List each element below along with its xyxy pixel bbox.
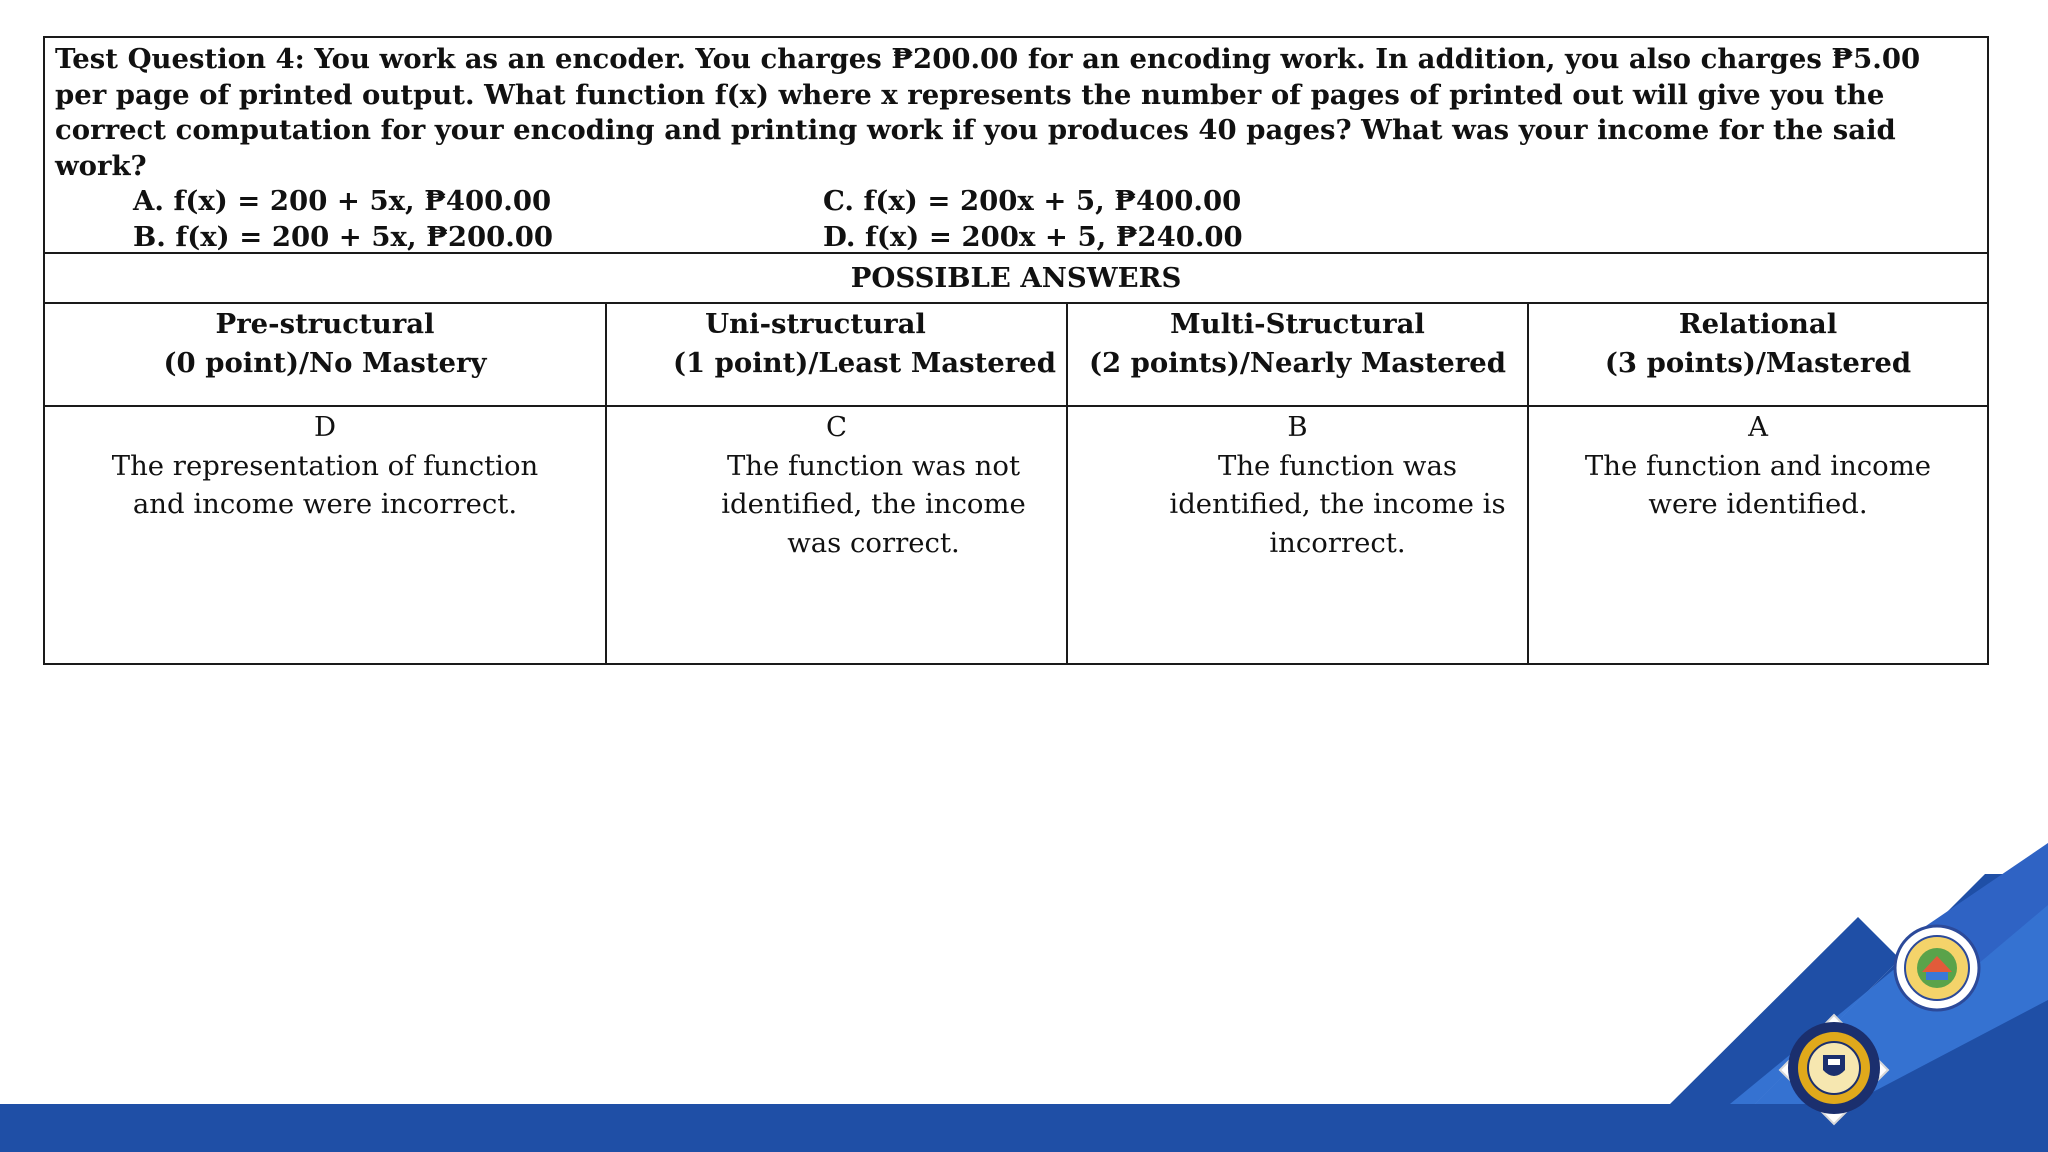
answer-description: The function was identified, the income is incorrect.	[1169, 449, 1506, 559]
rubric-cell-prestructural	[45, 407, 607, 663]
answer-letter: B	[1287, 411, 1308, 443]
rubric-header-unistructural	[607, 304, 1068, 405]
possible-answers-title: POSSIBLE ANSWERS	[45, 254, 1987, 304]
chevron-shape-accent	[1920, 843, 2048, 975]
chevron-shape-light	[1730, 843, 2048, 1104]
option-c: C. f(x) = 200x + 5, ₱400.00	[823, 185, 1242, 217]
rubric-cell-multistructural	[1068, 407, 1529, 663]
points-label: (0 point)/No Mastery	[163, 346, 487, 379]
rubric-header-prestructural	[45, 304, 607, 405]
level-label: Uni-structural	[705, 308, 926, 340]
question-text: Test Question 4: You work as an encoder. You charges ₱200.00 for an encoding work. In addition, you also charges ₱5.00 per page of printed output. What function f(x) where x represents the number of pages of printed out will give you the correct computation for your encoding and printing work if you produces 40 pages? What was your income for the said work?	[55, 43, 1921, 182]
chevron-shape-band	[1755, 874, 2048, 1104]
option-d: D. f(x) = 200x + 5, ₱240.00	[823, 220, 1243, 253]
option-b: B. f(x) = 200 + 5x, ₱200.00	[133, 220, 554, 253]
rubric-body-row	[45, 407, 1987, 663]
option-a: A. f(x) = 200 + 5x, ₱400.00	[133, 185, 552, 217]
points-label: (3 points)/Mastered	[1604, 346, 1912, 379]
rubric-cell-relational	[1529, 407, 1987, 663]
rubric-cell-unistructural	[607, 407, 1068, 663]
points-label: (1 point)/Least Mastered	[672, 346, 1056, 379]
chevron-shape-dark	[1670, 917, 1900, 1104]
answer-letter: D	[313, 411, 337, 443]
footer-band	[0, 1104, 2048, 1152]
rubric-header-row	[45, 304, 1987, 407]
question-block	[45, 38, 1987, 254]
division-seal	[1895, 926, 1979, 1010]
answer-letter: C	[825, 411, 848, 443]
rubric-header-multistructural	[1068, 304, 1529, 405]
points-label: (2 points)/Nearly Mastered	[1088, 346, 1507, 379]
answer-letter: A	[1748, 411, 1768, 443]
level-label: Relational	[1678, 308, 1838, 340]
level-label: Multi-Structural	[1170, 308, 1425, 340]
school-seal	[1780, 1015, 1888, 1124]
rubric-header-relational	[1529, 304, 1987, 405]
level-label: Pre-structural	[215, 308, 435, 340]
answer-description: The function was not identified, the income was correct.	[721, 449, 1026, 559]
answer-options	[55, 184, 1977, 255]
answer-description: The representation of function and income were incorrect.	[111, 449, 539, 520]
question-table	[43, 36, 1989, 665]
answer-description: The function and income were identified.	[1584, 449, 1932, 520]
